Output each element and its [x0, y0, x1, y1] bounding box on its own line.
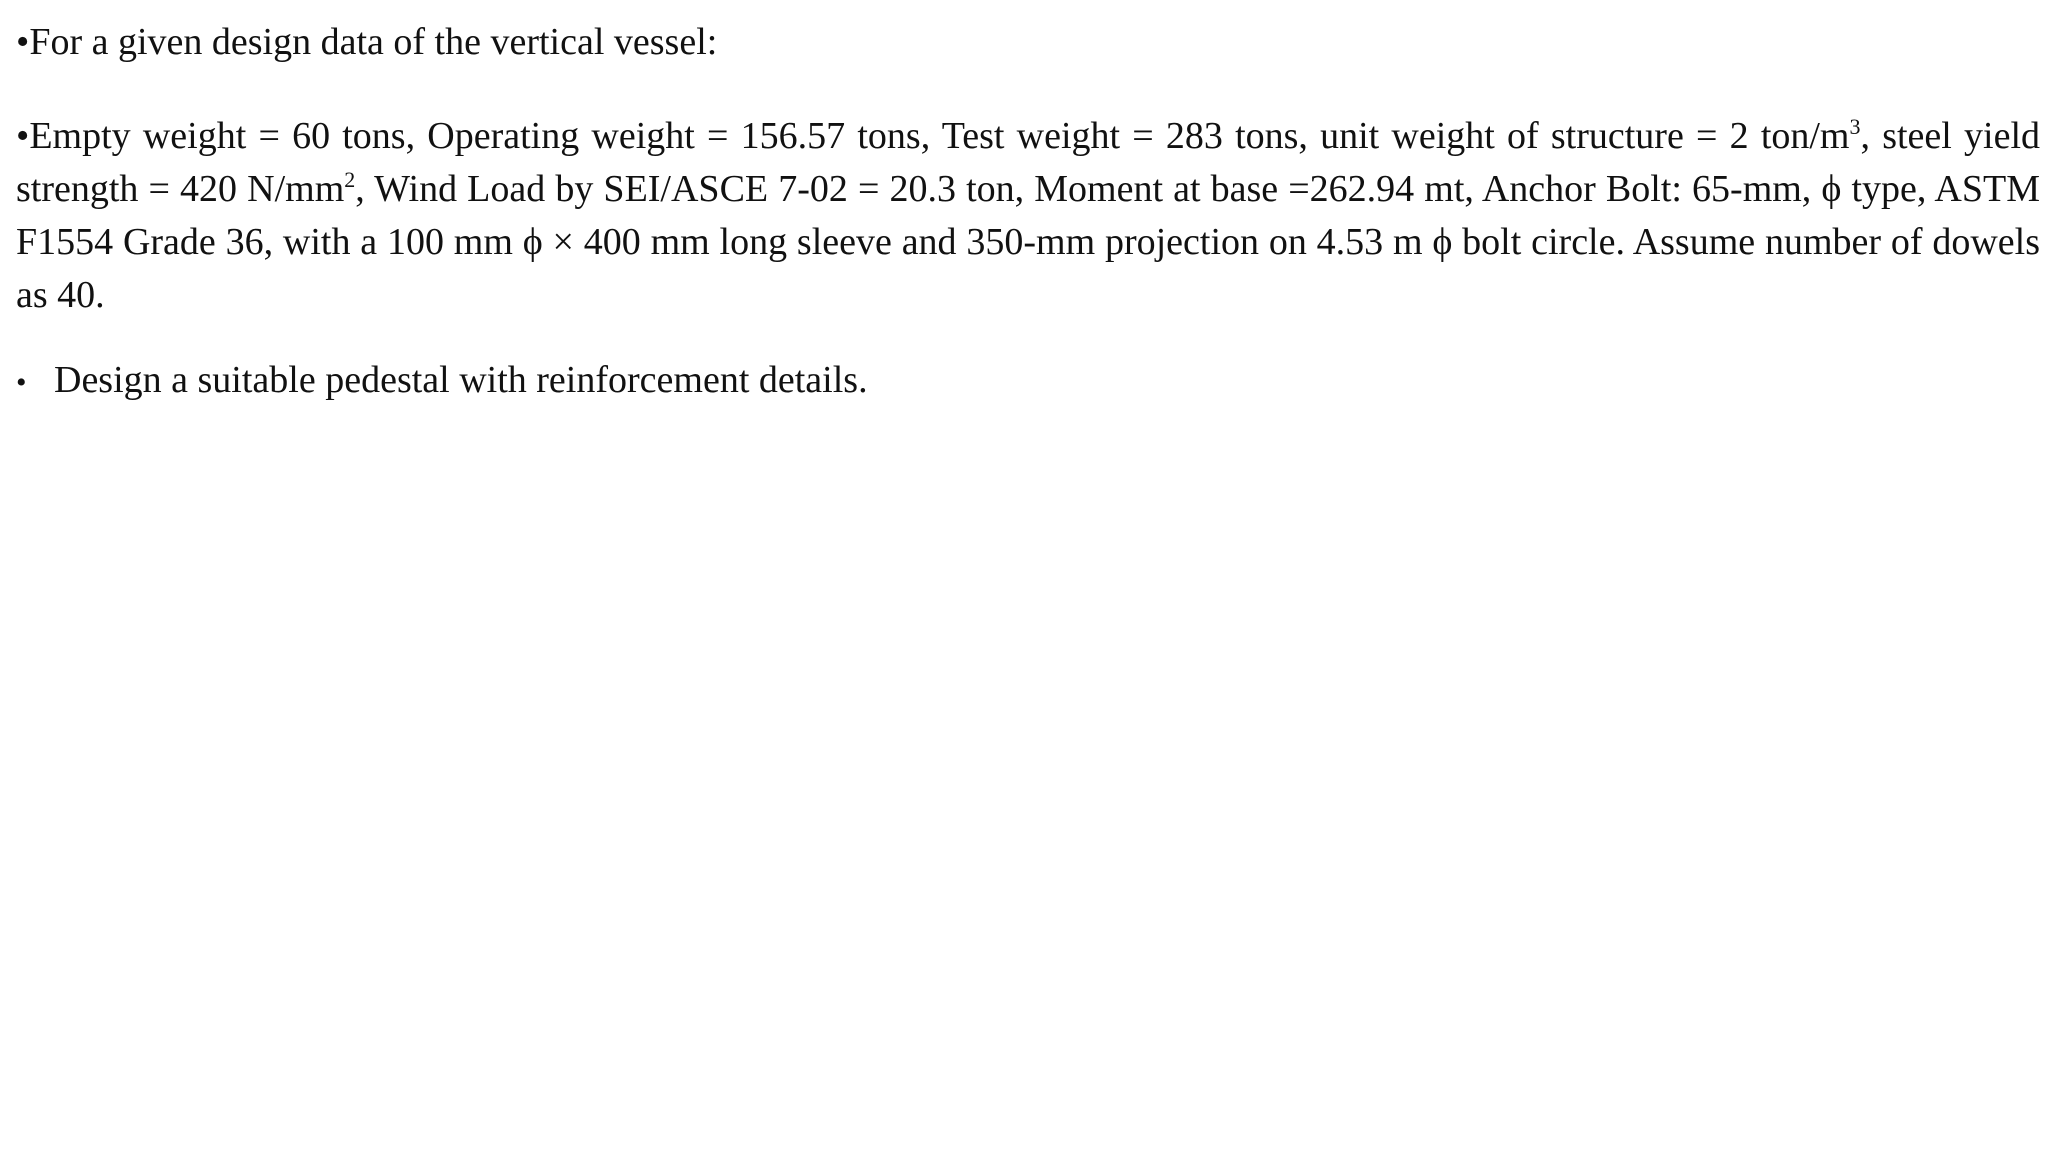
design-data-paragraph [16, 110, 2040, 322]
design-data-text-2: , steel yield strength = 420 N/mm [16, 115, 2040, 210]
bullet: • [16, 21, 30, 63]
intro-text: For a given design data of the vertical vessel: [29, 21, 718, 63]
task-text: Design a suitable pedestal with reinforcement details. [54, 359, 868, 401]
bullet: • [16, 115, 30, 157]
intro-paragraph [16, 16, 2040, 69]
bullet: • [16, 366, 27, 399]
superscript-squared: 2 [344, 167, 356, 192]
design-data-text-1: Empty weight = 60 tons, Operating weight = 156.57 tons, Test weight = 283 tons, unit weight of structure = 2 ton/m [29, 115, 1850, 157]
design-data-text-3: , Wind Load by SEI/ASCE 7-02 = 20.3 ton, Moment at base =262.94 mt, Anchor Bolt: 65-mm, ϕ type, ASTM F1554 Grade 36, with a 100 mm ϕ × 400 mm long sleeve and 350-mm projection on 4.53 m ϕ bolt circle. Assume number of dowels as 40. [16, 168, 2040, 316]
task-paragraph [16, 354, 2040, 409]
superscript-cubed: 3 [1849, 114, 1861, 139]
